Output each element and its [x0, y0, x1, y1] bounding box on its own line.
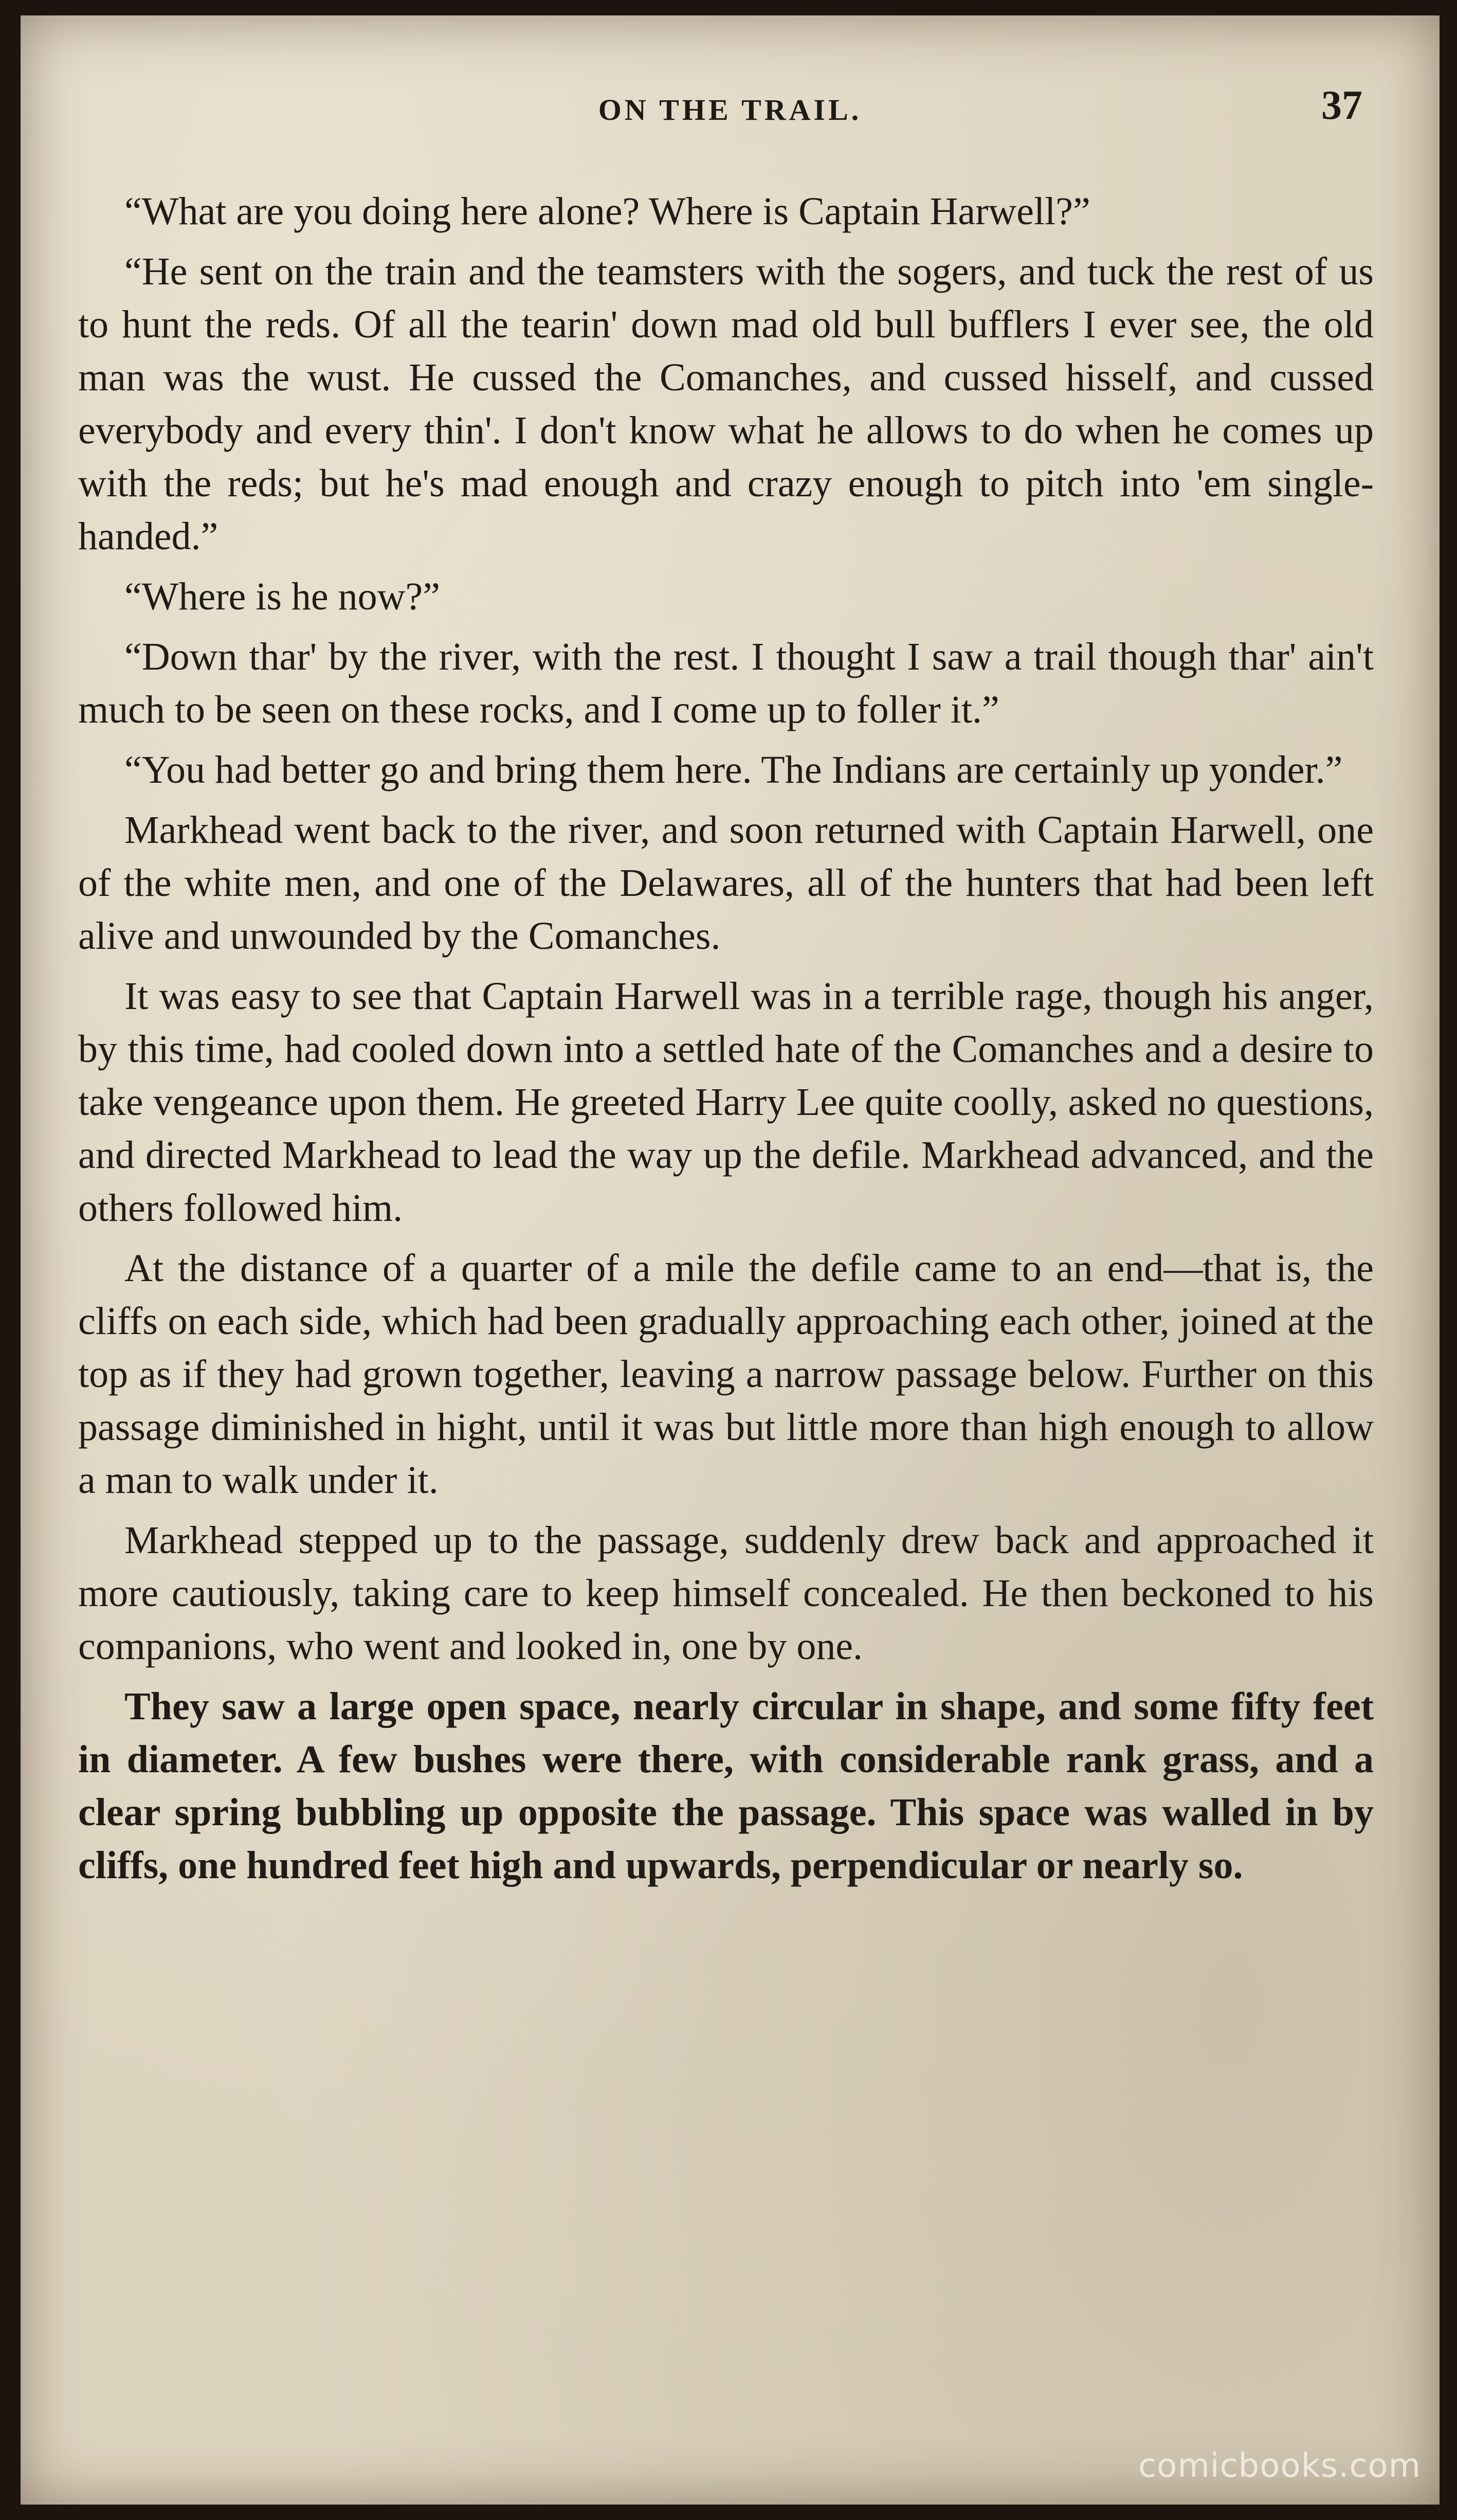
running-head: ON THE TRAIL.: [598, 93, 862, 127]
body-text: [78, 185, 1374, 1899]
paragraph: “Down thar' by the river, with the rest. I thought I saw a trail though thar' ain't much to be seen on these rocks, and I come up to foller it.”: [78, 635, 1374, 731]
page-number: 37: [1321, 83, 1362, 128]
paragraph: “He sent on the train and the teamsters with the sogers, and tuck the rest of us to hunt the reds. Of all the tearin' down mad old bull bufflers I ever see, the old man was the wust. He cussed the Comanches, and cussed hisself, and cussed everybody and every thin'. I don't know what he allows to do when he comes up with the reds; but he's mad enough and crazy enough to pitch into 'em single-handed.”: [78, 250, 1374, 558]
paragraph: “Where is he now?”: [124, 575, 441, 618]
book-page: [21, 15, 1440, 2505]
paragraph: “What are you doing here alone? Where is Captain Harwell?”: [124, 190, 1090, 233]
watermark: comicbooks.com: [1138, 2447, 1421, 2485]
paragraph: Markhead went back to the river, and soon returned with Captain Harwell, one of the white men, and one of the Delawares, all of the hunters that had been left alive and unwounded by the Comanches.: [78, 808, 1374, 958]
paragraph: It was easy to see that Captain Harwell was in a terrible rage, though his anger, by this time, had cooled down into a settled hate of the Comanches and a desire to take vengeance upon them. He greeted Harry Lee quite coolly, asked no questions, and directed Markhead to lead the way up the defile. Markhead advanced, and the others followed him.: [78, 975, 1374, 1230]
paragraph: Markhead stepped up to the passage, suddenly drew back and approached it more cautiously, taking care to keep himself concealed. He then beckoned to his companions, who went and looked in, one by one.: [78, 1519, 1374, 1668]
paragraph: They saw a large open space, nearly circular in shape, and some fifty feet in diameter. A few bushes were there, with considerable rank grass, and a clear spring bubbling up opposite the passage. This space was walled in by cliffs, one hundred feet high and upwards, perpendicular or nearly so.: [78, 1685, 1374, 1887]
paragraph: “You had better go and bring them here. The Indians are certainly up yonder.”: [124, 748, 1343, 791]
paragraph: At the distance of a quarter of a mile the defile came to an end—that is, the cliffs on each side, which had been gradually approaching each other, joined at the top as if they had grown together, leaving a narrow passage below. Further on this passage diminished in hight, until it was but little more than high enough to allow a man to walk under it.: [78, 1247, 1374, 1502]
